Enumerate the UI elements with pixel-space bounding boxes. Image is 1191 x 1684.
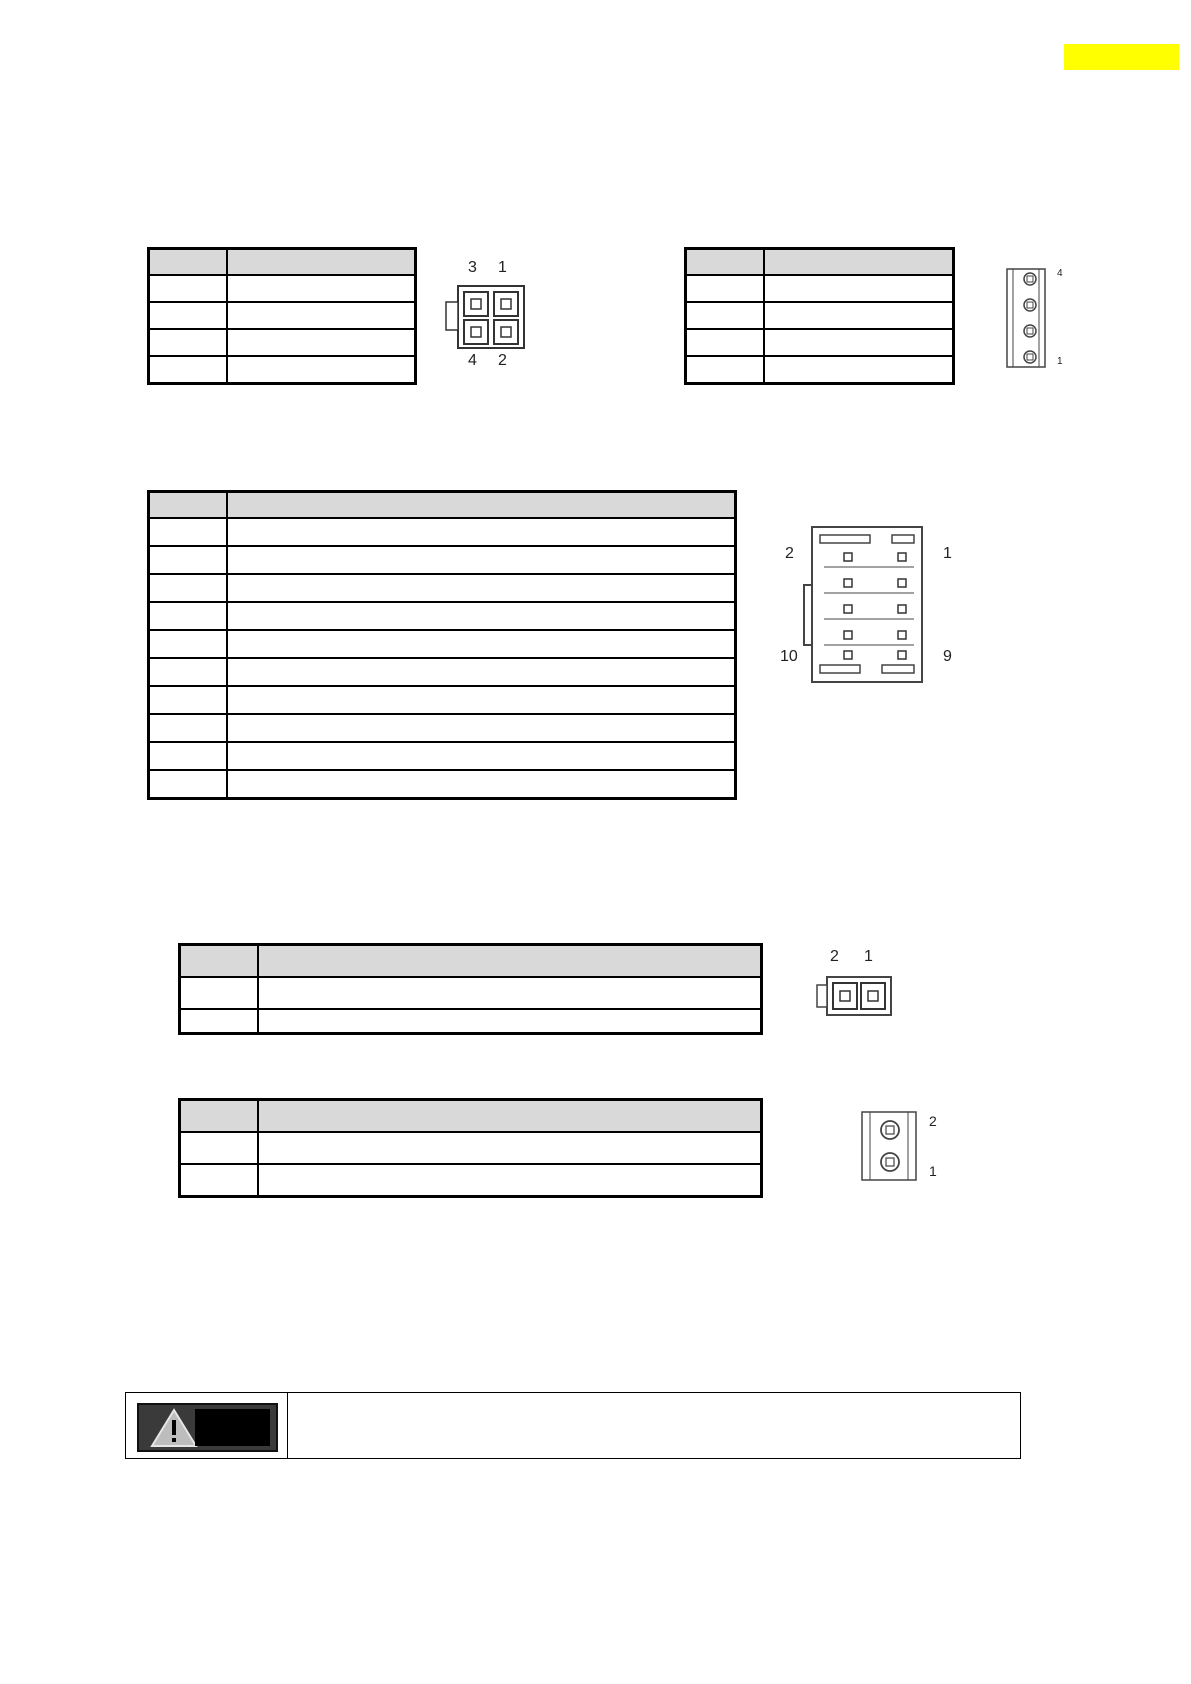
pin-label: 1: [929, 1163, 937, 1179]
table-header-row: [180, 945, 762, 978]
table-row: [149, 329, 416, 356]
table-row: [149, 518, 736, 546]
pin-label: 2: [498, 352, 507, 369]
caution-label-block: [195, 1409, 270, 1446]
pin-table-c: [147, 490, 737, 800]
connector-c-diagram: [802, 525, 936, 685]
pin-label: 2: [830, 948, 839, 965]
table-row: [180, 1164, 762, 1196]
table-row: [686, 356, 954, 383]
pin-label: 2: [929, 1113, 937, 1129]
table-row: [149, 546, 736, 574]
table-row: [149, 574, 736, 602]
table-row: [149, 275, 416, 302]
table-header-row: [686, 249, 954, 276]
table-row: [149, 658, 736, 686]
pin-table-d: [178, 943, 763, 1035]
pin-label: 4: [468, 352, 477, 369]
pin-label: 3: [468, 259, 477, 276]
connector-d-diagram: [815, 975, 895, 1017]
connector-e-diagram: [860, 1110, 920, 1182]
table-row: [149, 302, 416, 329]
pin-table-a: [147, 247, 417, 385]
table-row: [149, 770, 736, 798]
table-row: [180, 977, 762, 1009]
pin-label: 1: [943, 545, 952, 562]
section-tab-marker: [1064, 44, 1179, 70]
pin-label: 1: [864, 948, 873, 965]
connector-b-diagram: [1005, 267, 1049, 369]
warning-triangle-icon: [150, 1408, 198, 1448]
table-row: [149, 742, 736, 770]
table-row: [686, 275, 954, 302]
table-header-row: [149, 492, 736, 519]
connector-a-diagram: [444, 282, 530, 352]
table-header-row: [149, 249, 416, 276]
pin-table-b: [684, 247, 955, 385]
table-row: [149, 686, 736, 714]
pin-label: 1: [498, 259, 507, 276]
pin-label: 4: [1057, 268, 1063, 279]
table-row: [180, 1009, 762, 1033]
table-row: [686, 329, 954, 356]
table-row: [686, 302, 954, 329]
pin-label: 9: [943, 648, 952, 665]
caution-divider: [287, 1392, 288, 1459]
table-row: [149, 602, 736, 630]
pin-label: 10: [780, 648, 798, 665]
table-row: [149, 714, 736, 742]
table-header-row: [180, 1100, 762, 1133]
table-row: [149, 630, 736, 658]
table-row: [180, 1132, 762, 1164]
pin-label: 2: [785, 545, 794, 562]
pin-table-e: [178, 1098, 763, 1198]
table-row: [149, 356, 416, 383]
pin-label: 1: [1057, 356, 1063, 367]
